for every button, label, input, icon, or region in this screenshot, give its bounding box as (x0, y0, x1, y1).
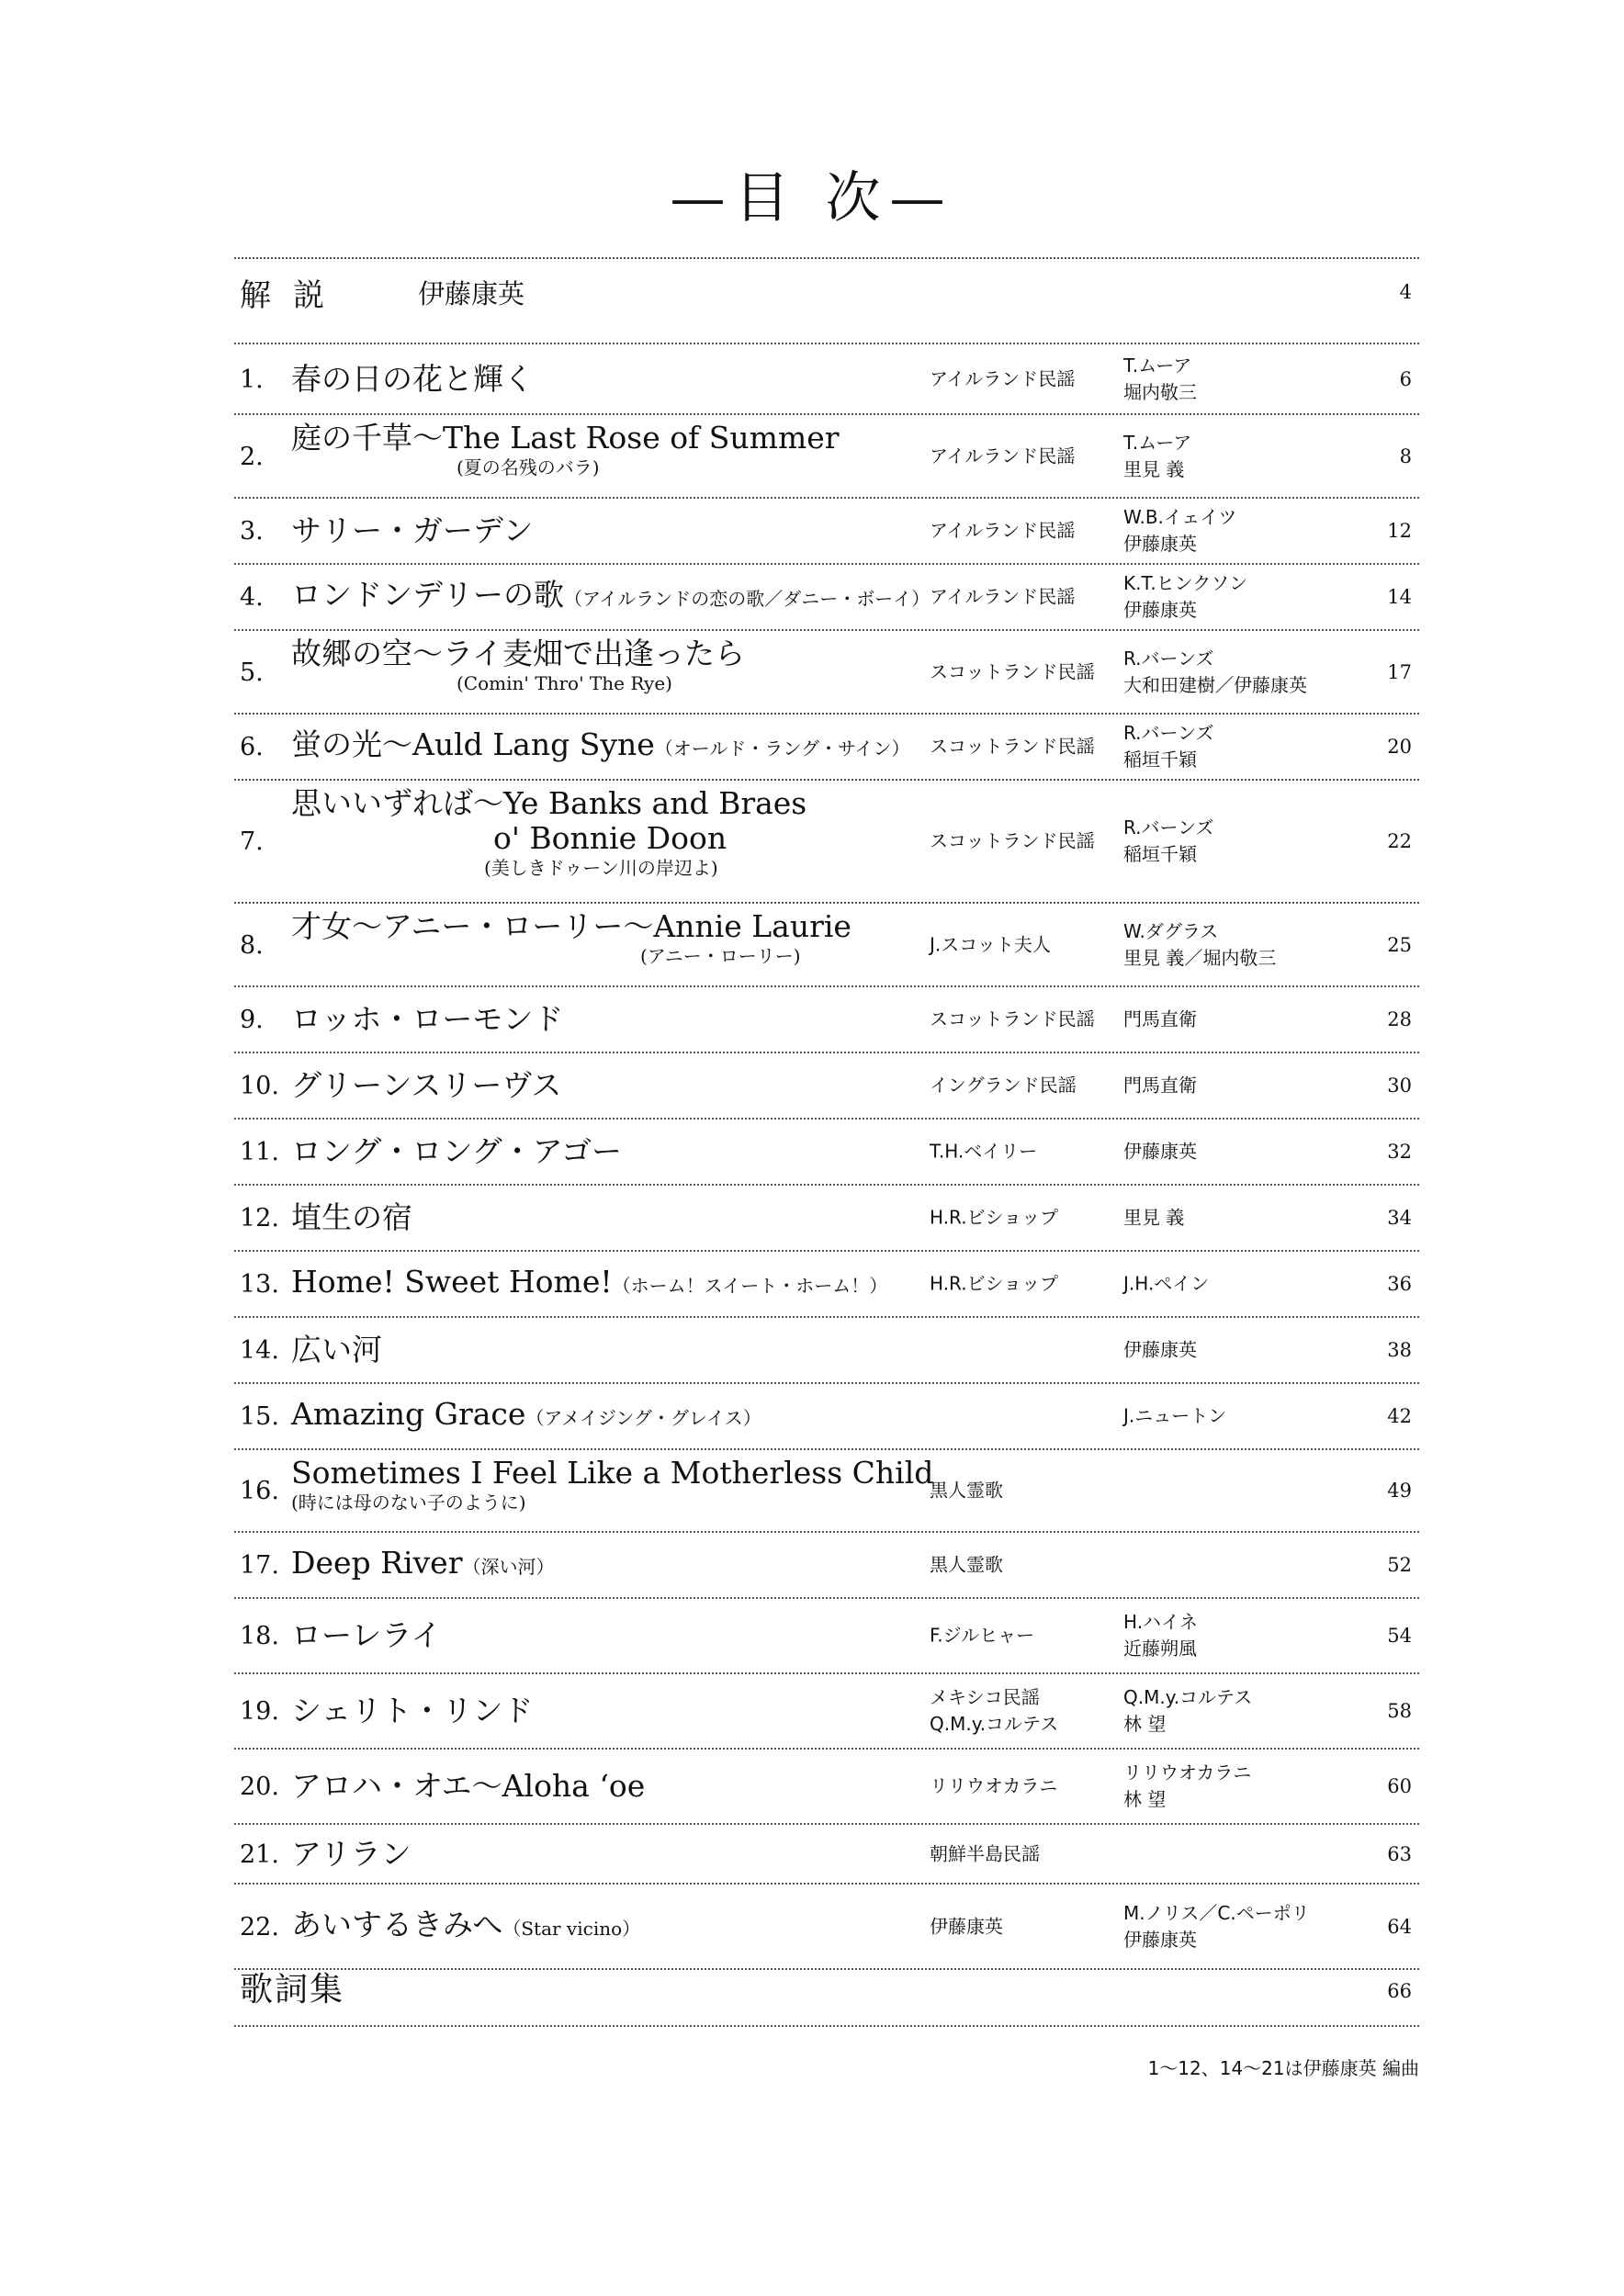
entry-title-block (291, 1134, 1171, 1169)
entry-origin (930, 1623, 1034, 1649)
entry-page-number: 8 (1399, 445, 1412, 467)
entry-credits (1123, 1684, 1252, 1738)
entry-origin (930, 584, 1075, 611)
origin-line: 朝鮮半島民謡 (930, 1842, 1040, 1864)
origin-line: T.H.ベイリー (930, 1140, 1038, 1163)
entry-title-block (291, 1333, 1171, 1367)
credit-line: 大和田建樹／伊藤康英 (1123, 673, 1307, 696)
entry-origin (930, 1073, 1077, 1099)
entry-title: 思いいずれば～Ye Banks and Braes (291, 785, 807, 821)
credit-line: リリウオカラニ (1123, 1761, 1252, 1784)
toc-entry[interactable] (234, 781, 1419, 904)
origin-line: アイルランド民謡 (930, 445, 1076, 467)
origin-line: H.R.ビショップ (930, 1206, 1059, 1229)
toc-entry[interactable] (234, 1384, 1419, 1450)
entry-title: Home! Sweet Home! (291, 1264, 613, 1300)
entry-number: 12. (240, 1204, 279, 1232)
toc-entry[interactable] (234, 415, 1419, 499)
entry-number: 15. (240, 1402, 279, 1431)
entry-title: ロッホ・ローモンド (291, 1001, 564, 1037)
entry-title-block (291, 1397, 1171, 1435)
entry-page-number: 20 (1387, 736, 1412, 758)
entry-subtitle: (Comin' Thro' The Rye) (457, 672, 672, 694)
credit-line: 林 望 (1123, 1788, 1167, 1810)
entry-number: 22. (240, 1912, 279, 1941)
credit-line: T.ムーア (1123, 354, 1192, 377)
entry-origin (930, 518, 1075, 545)
toc-entry[interactable] (234, 1450, 1419, 1533)
credit-line: 堀内敬三 (1123, 380, 1197, 403)
entry-title-block (291, 1908, 1171, 1946)
entry-credits (1123, 1760, 1251, 1813)
entry-title-line (291, 1618, 1171, 1653)
credit-line: 近藤朔風 (1123, 1638, 1197, 1660)
credit-line: 門馬直衛 (1123, 1074, 1197, 1097)
entry-number: 8. (240, 930, 264, 960)
entry-title: シェリト・リンド (291, 1693, 534, 1728)
credit-line: 門馬直衛 (1123, 1007, 1197, 1030)
toc-entry[interactable] (234, 1318, 1419, 1384)
entry-title-line (291, 1456, 1171, 1491)
entry-title-block (291, 1618, 1171, 1653)
entry-title-block (291, 1456, 1171, 1514)
lyrics-row[interactable] (234, 1954, 1419, 2024)
entry-number: 20. (240, 1773, 279, 1801)
entry-number: 18. (240, 1622, 279, 1650)
entry-page-number: 58 (1387, 1700, 1412, 1722)
entry-origin (930, 1205, 1058, 1232)
entry-page-number: 36 (1387, 1273, 1412, 1295)
entry-title-note: （アメイジング・グレイス） (525, 1407, 761, 1429)
credit-line: R.バーンズ (1123, 647, 1214, 670)
entry-page-number: 17 (1387, 660, 1412, 683)
toc-entry[interactable] (234, 1674, 1419, 1750)
entry-title: 春の日の花と輝く (291, 360, 534, 397)
entry-origin (930, 1478, 1003, 1504)
entry-page-number: 32 (1387, 1141, 1412, 1163)
toc-entry[interactable] (234, 1533, 1419, 1599)
entry-credits (1123, 918, 1276, 972)
entry-page-number: 63 (1387, 1842, 1412, 1865)
entry-credits (1123, 1337, 1197, 1364)
entry-page-number: 25 (1387, 933, 1412, 956)
entry-title: アロハ・オエ～Aloha ʻoe (291, 1768, 646, 1804)
origin-line: スコットランド民謡 (930, 660, 1095, 682)
entry-origin (930, 931, 1051, 958)
entry-number: 2. (240, 442, 264, 471)
entry-credits (1123, 1900, 1310, 1953)
entry-title: 庭の千草～The Last Rose of Summer (291, 420, 840, 456)
entry-number: 11. (240, 1138, 279, 1166)
origin-line: アイルランド民謡 (930, 519, 1076, 542)
credit-line: Q.M.y.コルテス (1123, 1686, 1253, 1708)
entry-number: 6. (240, 733, 264, 761)
entry-number: 10. (240, 1072, 279, 1100)
entry-title-block (291, 1546, 1171, 1584)
entry-title: ロンドンデリーの歌 (291, 577, 564, 613)
entry-title-line (291, 1397, 1171, 1435)
entry-subtitle: (夏の名残のバラ) (457, 456, 600, 478)
origin-line: スコットランド民謡 (930, 829, 1095, 852)
toc-entry[interactable] (234, 1120, 1419, 1186)
entry-origin (930, 1552, 1003, 1579)
entry-page-number: 38 (1387, 1339, 1412, 1361)
entry-title: グリーンスリーヴス (291, 1067, 562, 1103)
entry-title: Sometimes I Feel Like a Motherless Child (291, 1455, 934, 1491)
toc-list (234, 344, 1419, 1970)
entry-title: 埴生の宿 (291, 1199, 412, 1235)
entry-page-number: 30 (1387, 1075, 1412, 1097)
entry-number: 7. (240, 827, 264, 856)
entry-origin (930, 828, 1095, 855)
entry-credits (1123, 815, 1214, 868)
entry-title: 広い河 (291, 1332, 382, 1367)
entry-number: 16. (240, 1477, 279, 1505)
entry-origin (930, 1007, 1095, 1033)
toc-entry[interactable] (234, 631, 1419, 715)
entry-origin (930, 1684, 1058, 1738)
lyrics-page-number: 66 (1387, 1980, 1412, 2002)
credit-line: 里見 義 (1123, 1206, 1185, 1229)
entry-subtitle: (アニー・ローリー) (640, 945, 801, 967)
entry-subtitle: (時には母のない子のように) (291, 1491, 526, 1514)
entry-number: 13. (240, 1270, 279, 1299)
origin-line: リリウオカラニ (930, 1774, 1058, 1797)
origin-line: 伊藤康英 (930, 1915, 1003, 1937)
origin-line: 黒人霊歌 (930, 1553, 1003, 1576)
entry-credits (1123, 646, 1307, 699)
entry-credits (1123, 1271, 1209, 1298)
entry-subtitle: (美しきドゥーン川の岸辺よ) (484, 857, 718, 879)
intro-row[interactable] (234, 259, 1419, 343)
toc-entry[interactable] (234, 987, 1419, 1053)
credit-line: 里見 義／堀内敬三 (1123, 946, 1277, 969)
entry-credits (1123, 1205, 1184, 1232)
origin-line: アイルランド民謡 (930, 367, 1076, 389)
entry-title: Deep River (291, 1545, 463, 1581)
entry-title: ロング・ロング・アゴー (291, 1133, 623, 1169)
entry-title: ローレライ (291, 1617, 442, 1653)
entry-credits (1123, 1403, 1226, 1430)
toc-entry[interactable] (234, 1053, 1419, 1120)
entry-number: 19. (240, 1697, 279, 1726)
entry-page-number: 49 (1387, 1480, 1412, 1502)
lyrics-label: 歌詞集 (240, 1971, 345, 2009)
entry-number: 3. (240, 517, 264, 546)
origin-line: F.ジルヒャー (930, 1624, 1035, 1647)
entry-credits (1123, 1007, 1197, 1033)
entry-credits (1123, 1073, 1197, 1099)
credit-line: R.バーンズ (1123, 816, 1214, 838)
origin-line: スコットランド民謡 (930, 1007, 1095, 1030)
credit-line: 伊藤康英 (1123, 599, 1197, 621)
entry-page-number: 34 (1387, 1207, 1412, 1229)
intro-label: 解説 (240, 277, 346, 314)
credit-line: W.B.イェイツ (1123, 506, 1237, 528)
entry-title: 故郷の空～ライ麦畑で出逢ったら (291, 636, 746, 671)
credit-line: W.ダグラス (1123, 919, 1219, 942)
entry-credits (1123, 430, 1191, 483)
credit-line: 伊藤康英 (1123, 533, 1197, 555)
entry-title-note: （オールド・ラング・サイン） (654, 737, 910, 760)
toc-entry[interactable] (234, 904, 1419, 987)
credit-line: K.T.ヒンクソン (1123, 572, 1248, 594)
entry-page-number: 6 (1399, 367, 1412, 390)
entry-origin (930, 658, 1095, 685)
entry-page-number: 28 (1387, 1008, 1412, 1030)
entry-title-note: （深い河） (462, 1556, 555, 1578)
entry-origin (930, 1840, 1040, 1867)
entry-title: 蛍の光～Auld Lang Syne (291, 726, 655, 762)
credit-line: 稲垣千穎 (1123, 748, 1197, 771)
entry-title-line (291, 1546, 1171, 1584)
entry-number: 9. (240, 1006, 264, 1034)
toc-entry[interactable] (234, 1252, 1419, 1318)
entry-title-note: （Star vicino） (502, 1917, 641, 1940)
toc-entry[interactable] (234, 499, 1419, 565)
divider (234, 2025, 1419, 2027)
entry-page-number: 42 (1387, 1405, 1412, 1427)
entry-credits (1123, 504, 1236, 557)
entry-title-note: （アイルランドの恋の歌／ダニー・ボーイ） (564, 588, 930, 610)
origin-line: H.R.ビショップ (930, 1272, 1059, 1295)
credit-line: J.H.ペイン (1123, 1272, 1210, 1295)
credit-line: 林 望 (1123, 1713, 1167, 1735)
entry-page-number: 64 (1387, 1915, 1412, 1938)
toc-entry[interactable] (234, 1825, 1419, 1885)
toc-entry[interactable] (234, 1750, 1419, 1825)
toc-entry[interactable] (234, 565, 1419, 631)
credit-line: 稲垣千穎 (1123, 843, 1197, 865)
credit-line: M.ノリス／C.ペーポリ (1123, 1901, 1310, 1924)
toc-entry[interactable] (234, 1186, 1419, 1252)
credit-line: 伊藤康英 (1123, 1338, 1197, 1361)
entry-origin (930, 734, 1095, 760)
entry-page-number: 14 (1387, 586, 1412, 608)
intro-page-number: 4 (1399, 281, 1412, 303)
entry-origin (930, 1271, 1058, 1298)
toc-entry[interactable] (234, 715, 1419, 781)
credit-line: R.バーンズ (1123, 722, 1214, 744)
entry-page-number: 52 (1387, 1554, 1412, 1576)
origin-line: イングランド民謡 (930, 1074, 1077, 1097)
credit-line: 里見 義 (1123, 457, 1185, 480)
credit-line: J.ニュートン (1123, 1404, 1227, 1427)
entry-title: 才女～アニー・ローリー～Annie Laurie (291, 908, 851, 944)
entry-page-number: 60 (1387, 1775, 1412, 1797)
entry-title: サリー・ガーデン (291, 512, 534, 548)
entry-credits (1123, 1139, 1197, 1165)
credit-line: H.ハイネ (1123, 1611, 1198, 1633)
origin-line: 黒人霊歌 (930, 1479, 1003, 1502)
entry-title-line (291, 786, 1171, 821)
entry-origin (930, 1913, 1003, 1940)
entry-credits (1123, 720, 1214, 773)
entry-origin (930, 366, 1075, 392)
credit-line: 伊藤康英 (1123, 1140, 1197, 1163)
origin-line: メキシコ民謡 (930, 1686, 1040, 1708)
toc-entry[interactable] (234, 1599, 1419, 1674)
entry-title-line (291, 1134, 1171, 1169)
entry-title-line (291, 1333, 1171, 1367)
origin-line: Q.M.y.コルテス (930, 1713, 1059, 1735)
entry-page-number: 22 (1387, 830, 1412, 852)
entry-number: 21. (240, 1840, 279, 1869)
toc-entry[interactable] (234, 344, 1419, 415)
entry-title: あいするきみへ (291, 1906, 503, 1942)
entry-title: Amazing Grace (291, 1396, 526, 1432)
credit-line: 伊藤康英 (1123, 1928, 1197, 1951)
entry-origin (930, 443, 1075, 469)
entry-origin (930, 1139, 1037, 1165)
entry-number: 14. (240, 1336, 279, 1365)
entry-number: 17. (240, 1551, 279, 1580)
credit-line: T.ムーア (1123, 431, 1192, 454)
page-title: —目 次— (670, 166, 954, 231)
entry-title-note: （ホーム！スイート・ホーム！） (612, 1275, 888, 1297)
entry-title: o' Bonnie Doon (493, 820, 727, 856)
entry-credits (1123, 570, 1247, 624)
footnote: 1～12、14～21は伊藤康英 編曲 (1147, 2057, 1419, 2079)
entry-number: 4. (240, 583, 264, 612)
entry-credits (1123, 1609, 1198, 1662)
entry-number: 5. (240, 658, 264, 687)
entry-title: アリラン (291, 1835, 412, 1872)
entry-number: 1. (240, 365, 264, 394)
origin-line: アイルランド民謡 (930, 585, 1076, 608)
entry-page-number: 54 (1387, 1625, 1412, 1647)
entry-page-number: 12 (1387, 520, 1412, 542)
entry-credits (1123, 353, 1197, 406)
entry-origin (930, 1773, 1057, 1800)
intro-author: 伊藤康英 (418, 278, 525, 310)
origin-line: スコットランド民謡 (930, 735, 1095, 758)
origin-line: J.スコット夫人 (930, 933, 1051, 955)
entry-title-line (291, 1908, 1171, 1946)
